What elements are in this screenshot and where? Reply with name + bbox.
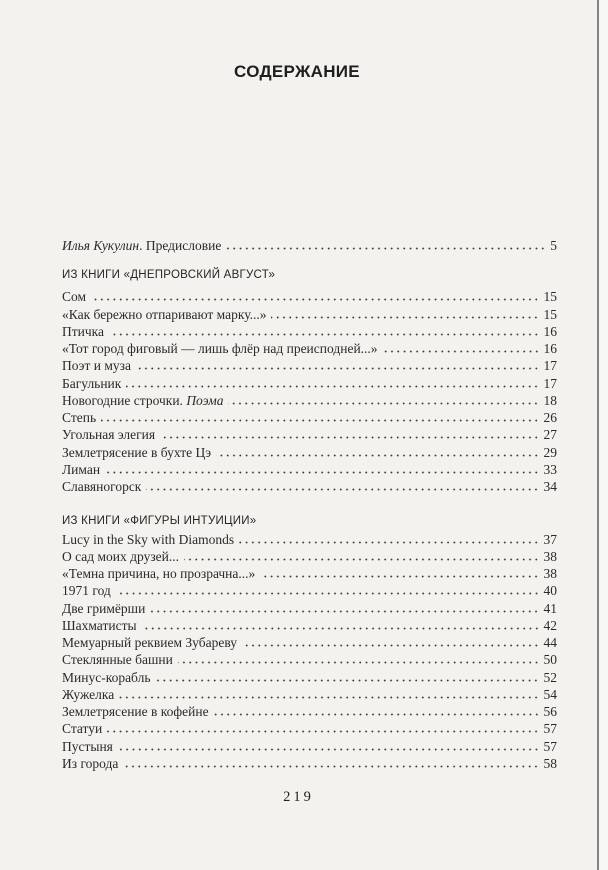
entry-title: «Как бережно отпаривают марку...» — [62, 306, 267, 322]
toc-entry — [62, 651, 557, 668]
dot-leader — [146, 488, 539, 491]
entry-label — [62, 703, 209, 720]
entry-label — [62, 357, 131, 374]
entry-title: Lucy in the Sky with Diamonds — [62, 531, 235, 547]
toc-entry — [62, 323, 557, 340]
toc-entry — [62, 582, 557, 599]
toc-entry — [62, 461, 557, 478]
entry-title: О сад моих друзей... — [62, 548, 180, 564]
toc-entry — [62, 357, 557, 374]
entry-label — [62, 617, 137, 634]
entry-title: Пустыня — [62, 738, 113, 754]
dot-leader — [105, 471, 539, 474]
entry-title: Степь — [62, 410, 97, 426]
entry-title: Землетрясение в кофейне — [62, 704, 209, 720]
entry-title: Землетрясение в бухте Цэ — [62, 444, 212, 460]
dot-leader — [260, 575, 539, 578]
toc-entry-list — [62, 288, 557, 495]
toc-entry — [62, 478, 557, 495]
dot-leader — [155, 679, 539, 682]
entry-page-number: 38 — [543, 548, 557, 564]
entry-title: Стеклянные башни — [62, 652, 173, 668]
toc-entry — [62, 634, 557, 651]
page-number: 219 — [283, 789, 314, 805]
toc-entry — [62, 617, 557, 634]
dot-leader — [109, 333, 539, 336]
entry-page-number: 58 — [543, 755, 557, 771]
dot-leader — [123, 765, 539, 768]
entry-label — [62, 669, 150, 686]
entry-label — [62, 634, 237, 651]
entry-page-number: 54 — [543, 686, 557, 702]
page-outer-margin — [598, 0, 608, 870]
entry-title: Новогодние строчки. — [62, 392, 183, 408]
toc-entry — [62, 565, 557, 582]
entry-label — [62, 375, 121, 392]
dot-leader — [136, 367, 540, 370]
toc-section-dneprovsky-avgust — [62, 267, 557, 495]
toc-entry — [62, 531, 557, 548]
preface-page-number: 5 — [550, 238, 557, 254]
dot-leader — [160, 436, 539, 439]
toc-entry — [62, 409, 557, 426]
entry-page-number: 33 — [543, 461, 557, 477]
dot-leader — [150, 610, 539, 613]
entry-page-number: 41 — [543, 600, 557, 616]
entry-page-number: 26 — [543, 410, 557, 426]
entry-page-number: 29 — [543, 444, 557, 460]
dot-leader — [91, 298, 539, 301]
entry-label — [62, 651, 173, 668]
toc-entry — [62, 426, 557, 443]
entry-title: «Тот город фиговый — лишь флёр над преисподней...» — [62, 341, 378, 357]
entry-title: Лиман — [62, 461, 101, 477]
toc-entry — [62, 703, 557, 720]
entry-title: Жужелка — [62, 686, 115, 702]
entry-title: Мемуарный реквием Зубареву — [62, 635, 237, 651]
entry-page-number: 37 — [543, 531, 557, 547]
entry-label — [62, 288, 86, 305]
dot-leader — [119, 696, 539, 699]
dot-leader — [383, 350, 540, 353]
toc-entry — [62, 375, 557, 392]
toc-entry — [62, 288, 557, 305]
toc-entry — [62, 548, 557, 565]
toc-entry — [62, 392, 557, 409]
section-heading: ИЗ КНИГИ «ФИГУРЫ ИНТУИЦИИ» — [62, 515, 257, 528]
entry-page-number: 27 — [543, 427, 557, 443]
toc-entry — [62, 444, 557, 461]
entry-label — [62, 755, 118, 772]
toc-entry — [62, 306, 557, 323]
preface-title: . Предисловие — [139, 238, 222, 254]
dot-leader — [116, 592, 540, 595]
entry-page-number: 44 — [543, 635, 557, 651]
page-edge-line — [597, 0, 599, 870]
entry-label — [62, 340, 378, 357]
entry-title: Поэт и муза — [62, 358, 131, 374]
entry-title: Сом — [62, 289, 87, 305]
section-heading: ИЗ КНИГИ «ДНЕПРОВСКИЙ АВГУСТ» — [62, 269, 276, 282]
toc-section-figury-intuitsii — [62, 513, 557, 772]
toc-entry — [62, 600, 557, 617]
entry-page-number: 40 — [543, 583, 557, 599]
entry-label — [62, 738, 113, 755]
entry-title: Славяногорск — [62, 479, 142, 495]
preface-author-name: Илья Кукулин — [62, 238, 140, 254]
entry-label — [62, 565, 255, 582]
entry-label — [62, 306, 266, 323]
dot-leader — [118, 748, 540, 751]
entry-label — [62, 444, 211, 461]
entry-page-number: 16 — [543, 341, 557, 357]
entry-label — [62, 392, 223, 409]
dot-leader — [101, 419, 539, 422]
entry-page-number: 15 — [543, 306, 557, 322]
dot-leader — [178, 661, 540, 664]
entry-page-number: 57 — [543, 721, 557, 737]
dot-leader — [271, 316, 539, 319]
entry-label — [62, 409, 96, 426]
toc-entry — [62, 669, 557, 686]
entry-title: Две гримёрши — [62, 600, 146, 616]
entry-title: «Темна причина, но прозрачна...» — [62, 566, 256, 582]
preface-label — [62, 237, 221, 254]
entry-page-number: 56 — [543, 704, 557, 720]
dot-leader — [239, 541, 539, 544]
entry-page-number: 16 — [543, 323, 557, 339]
dot-leader — [142, 627, 540, 630]
dot-leader — [216, 454, 539, 457]
toc-entry-list — [62, 531, 557, 773]
entry-page-number: 17 — [543, 358, 557, 374]
entry-label — [62, 323, 104, 340]
entry-page-number: 52 — [543, 669, 557, 685]
entry-label — [62, 548, 179, 565]
toc-entry — [62, 720, 557, 737]
dot-leader — [242, 644, 540, 647]
dot-leader — [126, 385, 539, 388]
entry-label — [62, 686, 114, 703]
entry-title: Угольная элегия — [62, 427, 156, 443]
toc-entry — [62, 738, 557, 755]
entry-page-number: 57 — [543, 738, 557, 754]
toc-entry-preface — [62, 237, 557, 254]
entry-page-number: 38 — [543, 566, 557, 582]
entry-page-number: 18 — [543, 392, 557, 408]
entry-title: Статуи — [62, 721, 103, 737]
entry-genre-italic: Поэма — [186, 392, 224, 408]
dot-leader — [226, 247, 546, 250]
entry-title: Минус-корабль — [62, 669, 151, 685]
entry-title: Из города — [62, 755, 119, 771]
entry-label — [62, 720, 102, 737]
entry-label — [62, 600, 145, 617]
toc-entry — [62, 686, 557, 703]
entry-page-number: 50 — [543, 652, 557, 668]
entry-label — [62, 426, 155, 443]
entry-label — [62, 531, 234, 548]
entry-title: 1971 год — [62, 583, 111, 599]
page-title: СОДЕРЖАНИЕ — [234, 62, 360, 81]
entry-title: Шахматисты — [62, 617, 137, 633]
entry-title: Багульник — [62, 375, 122, 391]
entry-page-number: 17 — [543, 375, 557, 391]
toc-preface — [62, 237, 557, 254]
toc-entry — [62, 755, 557, 772]
dot-leader — [214, 713, 540, 716]
dot-leader — [184, 558, 539, 561]
toc-entry — [62, 340, 557, 357]
entry-label — [62, 582, 111, 599]
entry-title: Птичка — [62, 323, 105, 339]
dot-leader — [107, 730, 539, 733]
entry-page-number: 34 — [543, 479, 557, 495]
dot-leader — [228, 402, 539, 405]
entry-page-number: 15 — [543, 289, 557, 305]
entry-label — [62, 461, 100, 478]
entry-label — [62, 478, 141, 495]
entry-page-number: 42 — [543, 617, 557, 633]
